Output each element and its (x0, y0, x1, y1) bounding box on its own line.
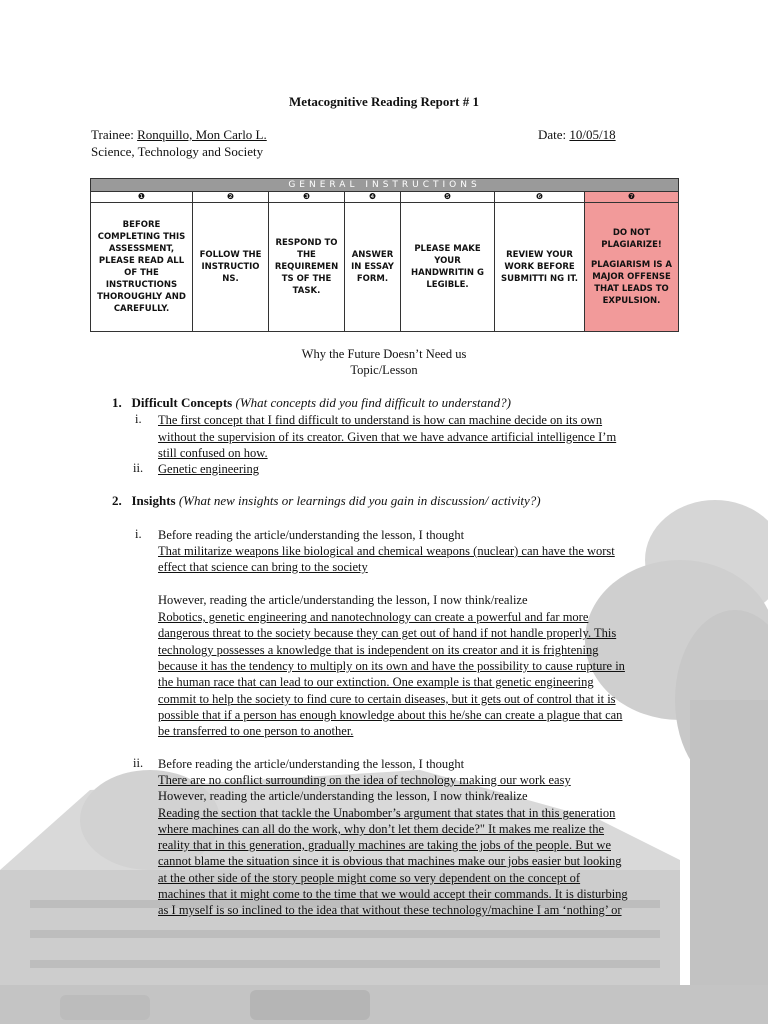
section1-title: Difficult Concepts (131, 395, 233, 410)
instruction-number: ❹ (345, 192, 401, 203)
answer-line: be transferred to one person to another. (158, 724, 354, 738)
answer-line: There are no conflict surrounding on the idea of technology making our work easy (158, 773, 571, 787)
date-line (538, 127, 616, 143)
topic-label: Topic/Lesson (350, 363, 418, 377)
date-label: Date: (538, 127, 567, 142)
instruction-7-main: DO NOT PLAGIARIZE! (601, 228, 662, 250)
answer-line: Reading the section that tackle the Unabomber’s argument that states that in this generation (158, 806, 616, 820)
answer-line: technology possesses a knowledge that is independent on its creator and it is frightening (158, 643, 599, 657)
answer-line: The first concept that I find difficult to understand is how can machine decide on its own (158, 413, 603, 427)
section1-number: 1. (112, 395, 122, 410)
instructions-header: GENERAL INSTRUCTIONS (91, 179, 679, 192)
answer-line: as I myself is so inclined to the idea that without these technology/machine I am ‘nothing’ or (158, 903, 622, 917)
roman-marker: i. (135, 527, 142, 541)
date-value: 10/05/18 (569, 127, 616, 142)
instruction-number: ❺ (401, 192, 495, 203)
document-title: Metacognitive Reading Report # 1 (289, 94, 479, 109)
answer-line: effect that science can bring to the society (158, 560, 368, 574)
trainee-line (91, 127, 297, 143)
instruction-number: ❶ (91, 192, 193, 203)
prompt-line: Before reading the article/understanding the lesson, I thought (158, 528, 465, 542)
roman-marker: ii. (133, 461, 144, 475)
answer-line: where machines can all do the work, why don’t let them decide?" It makes me realize the (158, 822, 605, 836)
answer-line: cannot blame the situation since it is obvious that machines make our jobs easier but looking (158, 854, 622, 868)
instruction-4: ANSWER IN ESSAY FORM. (345, 203, 401, 332)
roman-marker: ii. (133, 756, 144, 770)
instruction-number: ❷ (193, 192, 269, 203)
instruction-5: PLEASE MAKE YOUR HANDWRITIN G LEGIBLE. (401, 203, 495, 332)
instruction-3: RESPOND TO THE REQUIREMEN TS OF THE TASK. (269, 203, 345, 332)
answer-line: without the supervision of its creator. Given that we have advance artificial intelligence I’m (158, 430, 617, 444)
answer-line: possible that if a person has enough knowledge about this he/she can create a plague that can (158, 708, 623, 722)
answer-line: Robotics, genetic engineering and nanotechnology can create a powerful and far more (158, 610, 589, 624)
section2-title: Insights (131, 493, 176, 508)
section-difficult-concepts (112, 395, 511, 411)
answer-line: That militarize weapons like biological and chemical weapons (nuclear) can have the worst (158, 544, 615, 558)
trainee-label: Trainee: (91, 127, 134, 142)
instruction-6: REVIEW YOUR WORK BEFORE SUBMITTI NG IT. (495, 203, 585, 332)
section2-number: 2. (112, 493, 122, 508)
subject: Science, Technology and Society (91, 144, 264, 159)
instruction-2: FOLLOW THE INSTRUCTIO NS. (193, 203, 269, 332)
prompt-line: Before reading the article/understanding the lesson, I thought (158, 757, 465, 771)
instruction-number: ❼ (585, 192, 679, 203)
answer-line: the human race that can lead to our extinction. One example is that genetic engineering (158, 675, 594, 689)
trainee-name: Ronquillo, Mon Carlo L. (137, 127, 267, 142)
answer-line: reality that in this generation, gradually machines are taking the jobs of the people. But we (158, 838, 611, 852)
instruction-number: ❸ (269, 192, 345, 203)
answer-line: at the other side of the story people might come so very dependent on the concept of (158, 871, 581, 885)
instructions-number-row (91, 192, 679, 203)
instruction-1: BEFORE COMPLETING THIS ASSESSMENT, PLEASE READ ALL OF THE INSTRUCTIONS THOROUGHLY AND CAREFULLY. (91, 203, 193, 332)
section1-prompt: (What concepts did you find difficult to understand?) (235, 395, 511, 410)
answer-line: machines that it might come to the time that we would accept their commands. It is disturbing (158, 887, 628, 901)
section-insights (112, 493, 541, 509)
topic-title: Why the Future Doesn’t Need us (301, 347, 467, 361)
instruction-7 (585, 203, 679, 332)
answer-line: still confused on how. (158, 446, 268, 460)
roman-marker: i. (135, 412, 142, 426)
answer-line: because it has the tendency to multiply on its own and have the possibility to cause rupture in (158, 659, 625, 673)
prompt-line: However, reading the article/understanding the lesson, I now think/realize (158, 593, 528, 607)
instructions-text-row (91, 203, 679, 332)
answer-line: Genetic engineering (158, 462, 259, 476)
answer-line: commit to help the society to find cure to certain diseases, but it gets out of control that it is (158, 692, 616, 706)
section2-prompt: (What new insights or learnings did you gain in discussion/ activity?) (178, 493, 541, 508)
answer-line: dangerous threat to the society because they can get out of hand if not handle properly. This (158, 626, 617, 640)
prompt-line: However, reading the article/understanding the lesson, I now think/realize (158, 789, 528, 803)
general-instructions-table (90, 178, 679, 332)
instruction-7-extra: PLAGIARISM IS A MAJOR OFFENSE THAT LEADS TO EXPULSION. (591, 260, 673, 306)
instruction-number: ❻ (495, 192, 585, 203)
